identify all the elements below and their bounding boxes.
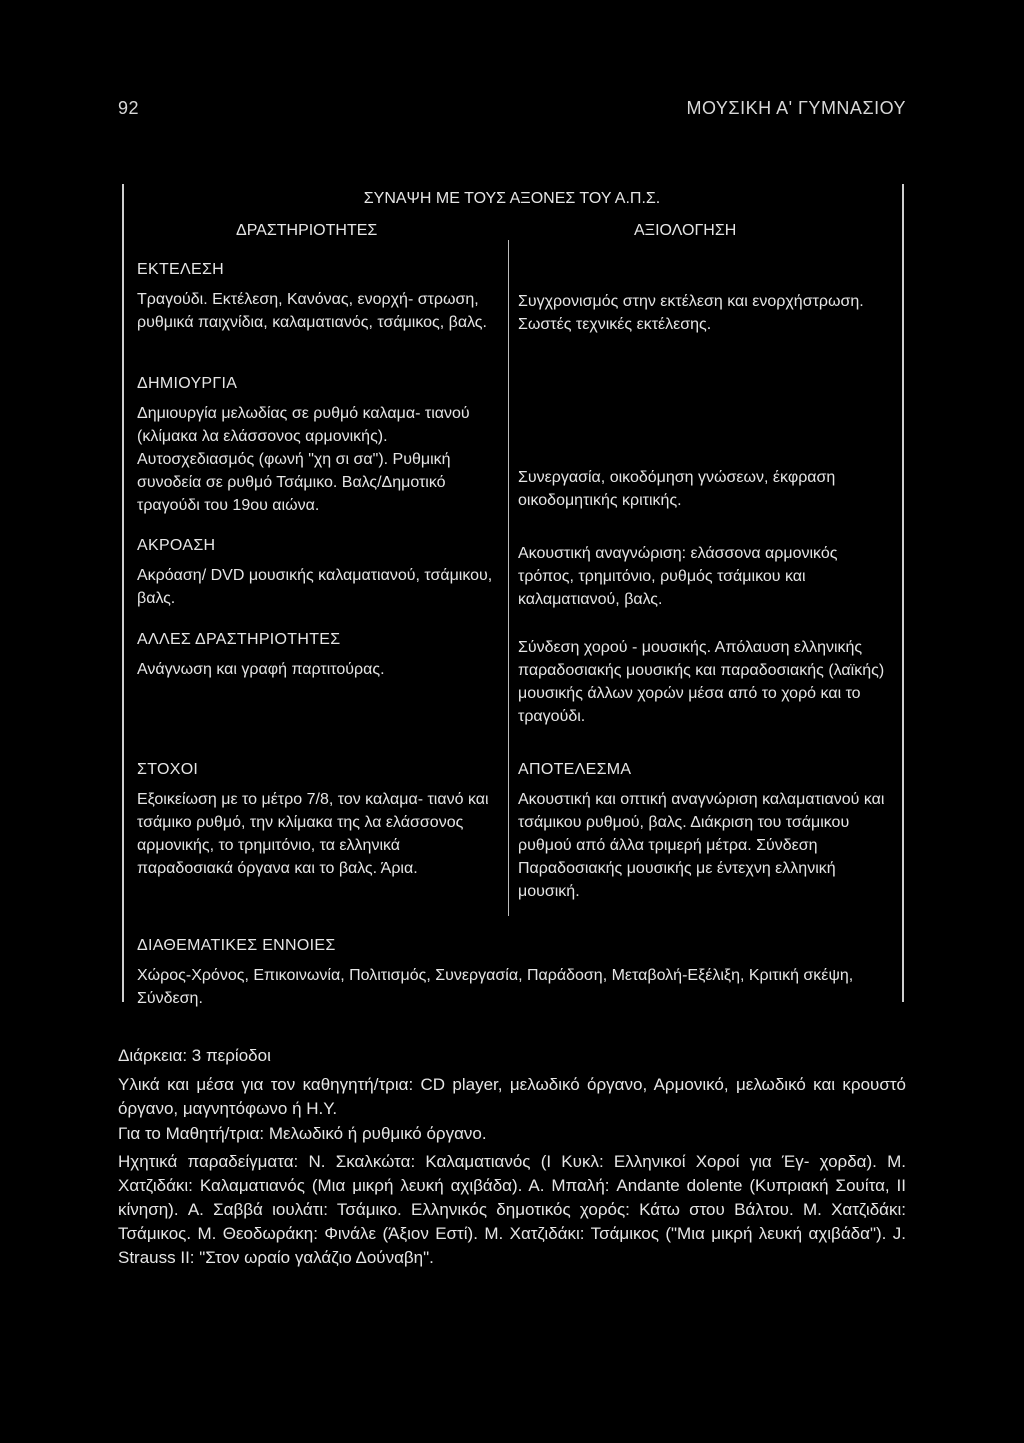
table-title: ΣΥΝΑΨΗ ΜΕ ΤΟΥΣ ΑΞΟΝΕΣ ΤΟΥ Α.Π.Σ. (363, 190, 661, 207)
evaluation-text: Ακουστική αναγνώριση: ελάσσονα αρμονικός τρόπος, τρημιτόνιο, ρυθμός τσάμικου και καλαματιανού, βαλς. (518, 545, 838, 608)
section-text: Χώρος-Χρόνος, Επικοινωνία, Πολιτισμός, Συνεργασία, Παράδοση, Μεταβολή-Εξέλιξη, Κριτική σκέψη, Σύνδεση. (137, 967, 854, 1007)
section-label: ΑΠΟΤΕΛΕΣΜΑ (518, 761, 632, 778)
section-diathematikes (137, 934, 887, 1010)
evaluation-text: Συνεργασία, οικοδόμηση γνώσεων, έκφραση οικοδομητικής κριτικής. (518, 469, 836, 509)
section-label: ΑΚΡΟΑΣΗ (137, 537, 216, 554)
evaluation-ektelesi (518, 290, 886, 336)
section-ektelesi (137, 258, 497, 334)
column-divider (508, 240, 509, 916)
duration-line: Διάρκεια: 3 περίοδοι (118, 1046, 271, 1065)
section-label: ΣΤΟΧΟΙ (137, 761, 199, 778)
section-stoxoi (137, 758, 497, 880)
section-text: Δημιουργία μελωδίας σε ρυθμό καλαμα- τιανού (κλίμακα λα ελάσσονος αρμονικής). Αυτοσχεδιασμός (φωνή "χη σι σα"). Ρυθμική συνοδεία σε ρυθμό Τσάμικο. Βαλς/Δημοτικό τραγούδι του 19ου αιώνα. (137, 405, 470, 514)
evaluation-text: Σύνδεση χορού - μουσικής. Απόλαυση ελληνικής παραδοσιακής μουσικής και παραδοσιακής (λαϊκής) μουσικής άλλων χορών μέσα από το χορό και το τραγούδι. (518, 639, 885, 725)
student-materials: Για το Μαθητή/τρια: Μελωδικό ή ρυθμικό όργανο. (118, 1124, 487, 1143)
section-alles (137, 628, 497, 681)
page-number: 92 (118, 98, 140, 118)
section-text: Ακρόαση/ DVD μουσικής καλαματιανού, τσάμικου, βαλς. (137, 567, 493, 607)
section-label: ΔΗΜΙΟΥΡΓΙΑ (137, 375, 238, 392)
section-apotelesma (518, 758, 886, 903)
teacher-materials: Υλικά και μέσα για τον καθηγητή/τρια: CD player, μελωδικό όργανο, Αρμονικό, μελωδικό και κρουστό όργανο, μαγνητόφωνο ή Η.Υ. (118, 1075, 906, 1118)
page-header-title: ΜΟΥΣΙΚΗ Α' ΓΥΜΝΑΣΙΟΥ (686, 98, 906, 118)
section-akroasi (137, 534, 497, 610)
section-text: Εξοικείωση με το μέτρο 7/8, τον καλαμα- τιανό και τσάμικο ρυθμό, την κλίμακα της λα ελάσσονος αρμονικής, το τρημιτόνιο, τα ελληνικά παραδοσιακά όργανα και το βαλς. Άρια. (137, 791, 489, 877)
section-dimiourgia (137, 372, 497, 517)
section-text: Ακουστική και οπτική αναγνώριση καλαματιανού και τσάμικου ρυθμού, βαλς. Διάκριση του τσάμικου ρυθμού από άλλα τριμερή μέτρα. Σύνδεση Παραδοσιακής μουσικής με έντεχνη ελληνική μουσική. (518, 791, 885, 900)
section-label: ΕΚΤΕΛΕΣΗ (137, 261, 224, 278)
section-text: Ανάγνωση και γραφή παρτιτούρας. (137, 661, 385, 678)
column-header-evaluation: ΑΞΙΟΛΟΓΗΣΗ (634, 222, 737, 239)
evaluation-text: Συγχρονισμός στην εκτέλεση και ενορχήστρωση. Σωστές τεχνικές εκτέλεσης. (518, 293, 864, 333)
section-text: Τραγούδι. Εκτέλεση, Κανόνας, ενορχή- στρωση, ρυθμικά παιχνίδια, καλαματιανός, τσάμικος, βαλς. (137, 291, 487, 331)
section-label: ΑΛΛΕΣ ΔΡΑΣΤΗΡΙΟΤΗΤΕΣ (137, 631, 341, 648)
evaluation-dimiourgia (518, 466, 886, 512)
evaluation-alles (518, 636, 886, 728)
audio-examples: Ηχητικά παραδείγματα: Ν. Σκαλκώτα: Καλαματιανός (Ι Κυκλ: Ελληνικοί Χοροί για Έγ- χορδα). Μ. Χατζιδάκι: Καλαματιανός (Μια μικρή λευκή αχιβάδα). Α. Μπαλή: Andante dolente (Κυπριακή Σουίτα, ΙΙ κίνηση). Α. Σαββά ιουλάτι: Τσάμικο. Ελληνικός δημοτικός χορός: Κάτω στου Βάλτου. Μ. Χατζιδάκι: Τσάμικος. Μ. Θεοδωράκη: Φινάλε (Άξιον Εστί). Μ. Χατζιδάκι: Τσάμικος ("Μια μικρή λευκή αχιβάδα"). J. Strauss II: "Στον ωραίο γαλάζιο Δούναβη". (118, 1152, 906, 1267)
column-header-activities: ΔΡΑΣΤΗΡΙΟΤΗΤΕΣ (236, 222, 378, 239)
evaluation-akroasi (518, 542, 886, 611)
section-label: ΔΙΑΘΕΜΑΤΙΚΕΣ ΕΝΝΟΙΕΣ (137, 937, 336, 954)
